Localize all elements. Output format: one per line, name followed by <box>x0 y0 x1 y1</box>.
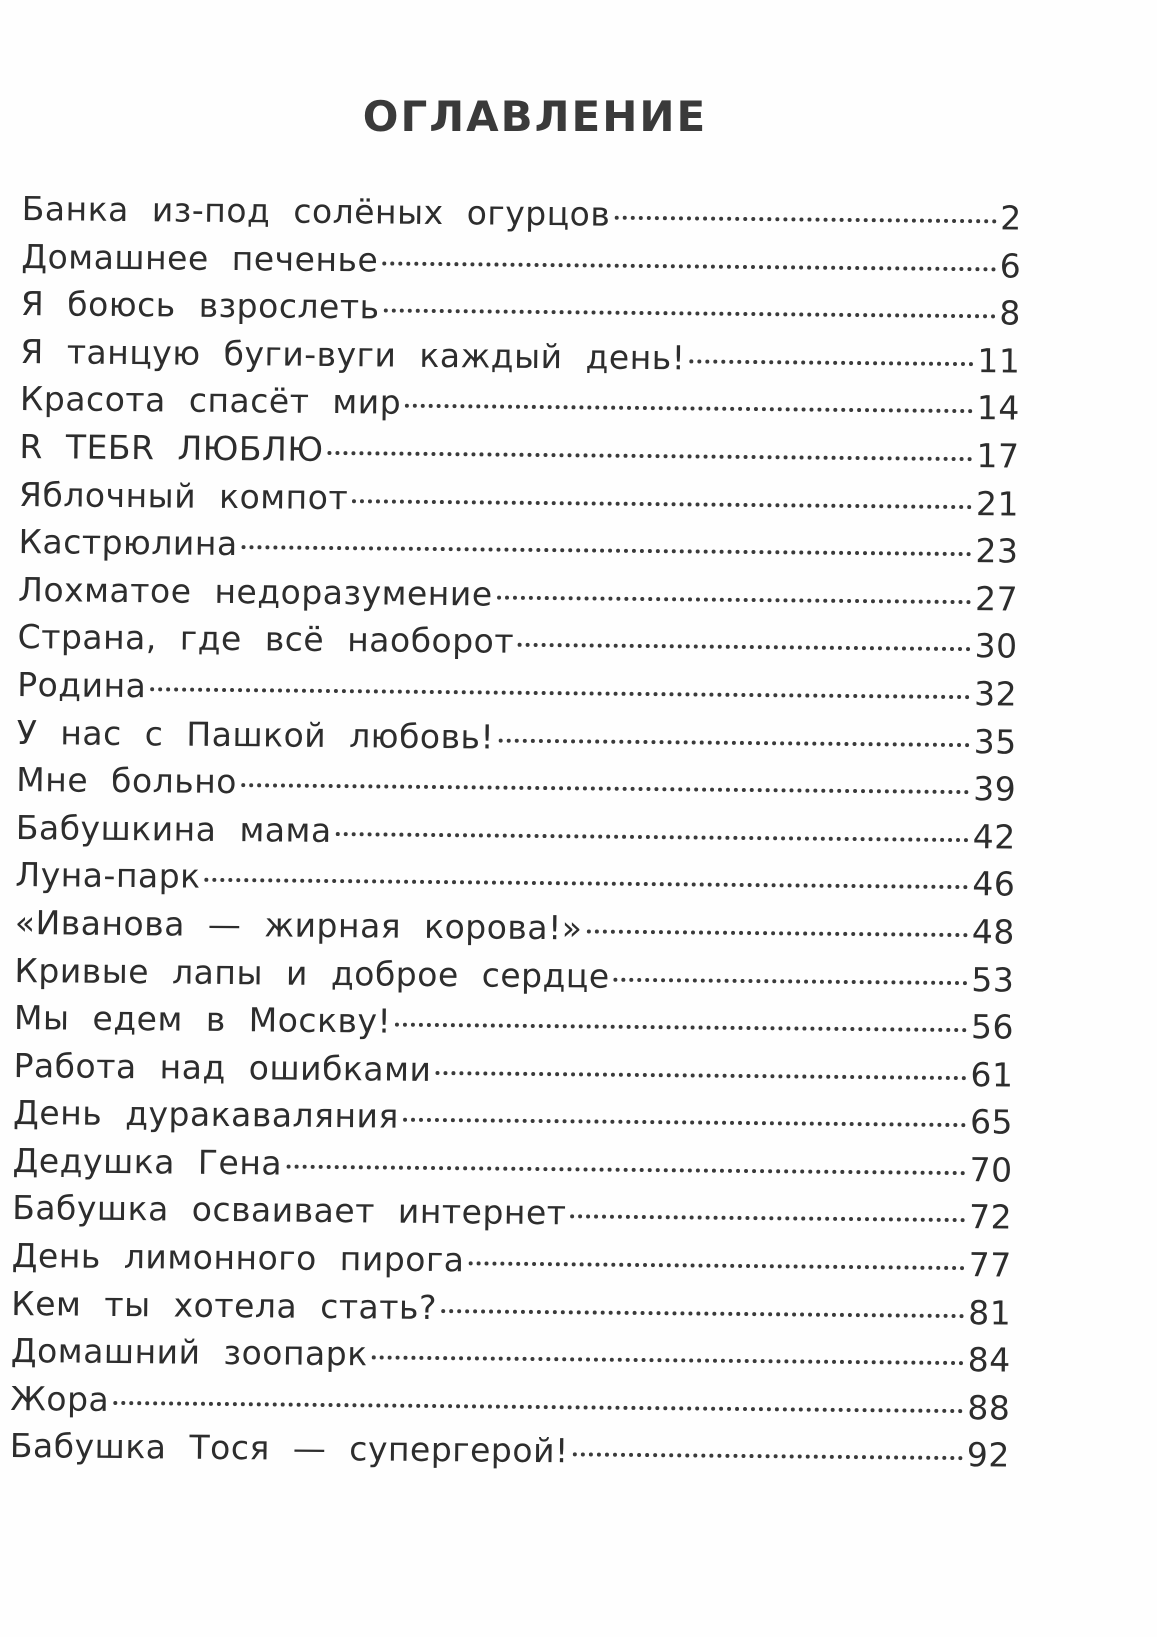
dot-leader <box>497 595 972 604</box>
toc-entry-title: Домашний зоопарк <box>10 1331 368 1374</box>
toc-entry-page-number: 46 <box>972 864 1016 904</box>
toc-entry-title: Луна-парк <box>15 855 201 897</box>
toc-entry <box>11 1327 1011 1384</box>
toc-entry-page-number: 17 <box>976 436 1020 476</box>
toc-entry-title: R ТЕБR ЛЮБЛЮ <box>19 426 324 469</box>
toc-entry-page-number: 39 <box>973 769 1017 809</box>
dot-leader <box>352 499 972 509</box>
toc-entry-title: День лимонного пирога <box>11 1236 465 1280</box>
toc-entry-page-number: 56 <box>970 1007 1015 1047</box>
toc-entry-page-number: 70 <box>969 1150 1013 1190</box>
dot-leader <box>441 1309 964 1318</box>
toc-entry-page-number: 8 <box>999 293 1022 333</box>
dot-leader <box>113 1401 963 1413</box>
toc-entry-page-number: 48 <box>971 912 1016 952</box>
dot-leader <box>403 1118 966 1127</box>
dot-leader <box>205 878 969 889</box>
dot-leader <box>286 1164 966 1175</box>
toc-entry-title: Бабушка Тося — супергерой! <box>9 1426 569 1471</box>
dot-leader <box>241 783 969 794</box>
toc-entry-page-number: 32 <box>973 674 1018 714</box>
toc-entry-page-number: 23 <box>975 531 1019 571</box>
toc-entry-page-number: 42 <box>972 816 1016 857</box>
toc-entry-title: Бабушка осваивает интернет <box>11 1188 567 1233</box>
page-title: ОГЛАВЛЕНИЕ <box>362 92 708 141</box>
toc-entry-page-number: 27 <box>974 578 1019 619</box>
toc-entry-title: Мы едем в Москву! <box>13 998 392 1041</box>
dot-leader <box>150 687 970 699</box>
dot-leader <box>518 643 971 651</box>
toc-entry-page-number: 72 <box>968 1197 1013 1238</box>
dot-leader <box>586 929 967 937</box>
dot-leader <box>573 1453 963 1461</box>
toc-entry-title: Я танцую буги-вуги каждый день! <box>20 331 686 378</box>
toc-entry-title: «Иванова — жирная корова!» <box>14 902 583 948</box>
dot-leader <box>405 404 973 413</box>
toc-entry-page-number: 35 <box>973 721 1017 762</box>
toc-entry-page-number: 81 <box>968 1292 1012 1333</box>
toc-entry-title: Домашнее печенье <box>21 236 379 280</box>
dot-leader <box>468 1261 964 1270</box>
toc-entry-page-number: 65 <box>969 1102 1014 1142</box>
dot-leader <box>327 451 972 461</box>
toc-entry-page-number: 92 <box>966 1435 1011 1475</box>
toc-entry-page-number: 77 <box>968 1245 1012 1285</box>
toc-entry-title: День дуракаваляния <box>12 1093 400 1136</box>
dot-leader <box>614 216 996 224</box>
toc-entry <box>17 613 1017 670</box>
toc-entry-title: Лохматое недоразумение <box>17 569 493 614</box>
toc-entry-page-number: 53 <box>971 959 1015 1000</box>
dot-leader <box>689 359 973 366</box>
toc-entry-title: Страна, где всё наоборот <box>17 617 515 662</box>
toc-entry-page-number: 21 <box>975 483 1020 524</box>
toc-entry-page-number: 88 <box>967 1387 1011 1428</box>
toc-entry-title: Жора <box>10 1378 110 1419</box>
toc-entry-page-number: 84 <box>967 1340 1011 1380</box>
dot-leader <box>498 738 970 747</box>
toc-entry-page-number: 30 <box>974 626 1018 666</box>
toc-entry-title: Работа над ошибками <box>13 1045 432 1089</box>
toc-entry-title: Кастрюлина <box>18 522 238 564</box>
toc-entry-title: Мне больно <box>16 760 238 802</box>
toc-entry-title: Яблочный компот <box>18 474 349 517</box>
toc-entry-title: Дедушка Гена <box>12 1140 283 1183</box>
toc-entry-page-number: 11 <box>977 340 1021 381</box>
toc-entry-title: Родина <box>17 664 147 706</box>
dot-leader <box>336 832 969 842</box>
toc-entry <box>10 1422 1010 1479</box>
dot-leader <box>242 545 972 556</box>
dot-leader <box>614 977 968 984</box>
toc-entry-title: У нас с Пашкой любовь! <box>16 712 495 757</box>
table-of-contents <box>10 185 1022 1480</box>
toc-entry-title: Бабушкина мама <box>15 807 332 850</box>
toc-entry-title: Кривые лапы и доброе сердце <box>14 950 610 996</box>
toc-entry-title: Кем ты хотела стать? <box>11 1283 438 1327</box>
dot-leader <box>372 1356 964 1366</box>
toc-entry-title: Красота спасёт мир <box>19 379 402 423</box>
dot-leader <box>383 309 995 319</box>
toc-entry-title: Банка из-под солёных огурцов <box>21 188 611 234</box>
toc-entry-title: Я боюсь взрослеть <box>20 284 380 327</box>
dot-leader <box>435 1071 966 1080</box>
dot-leader <box>395 1023 967 1032</box>
dot-leader <box>382 261 996 271</box>
toc-entry-page-number: 6 <box>999 245 1022 286</box>
dot-leader <box>570 1215 965 1223</box>
toc-entry-page-number: 61 <box>970 1054 1014 1095</box>
toc-entry-page-number: 14 <box>976 388 1021 428</box>
toc-entry-page-number: 2 <box>1000 198 1022 238</box>
